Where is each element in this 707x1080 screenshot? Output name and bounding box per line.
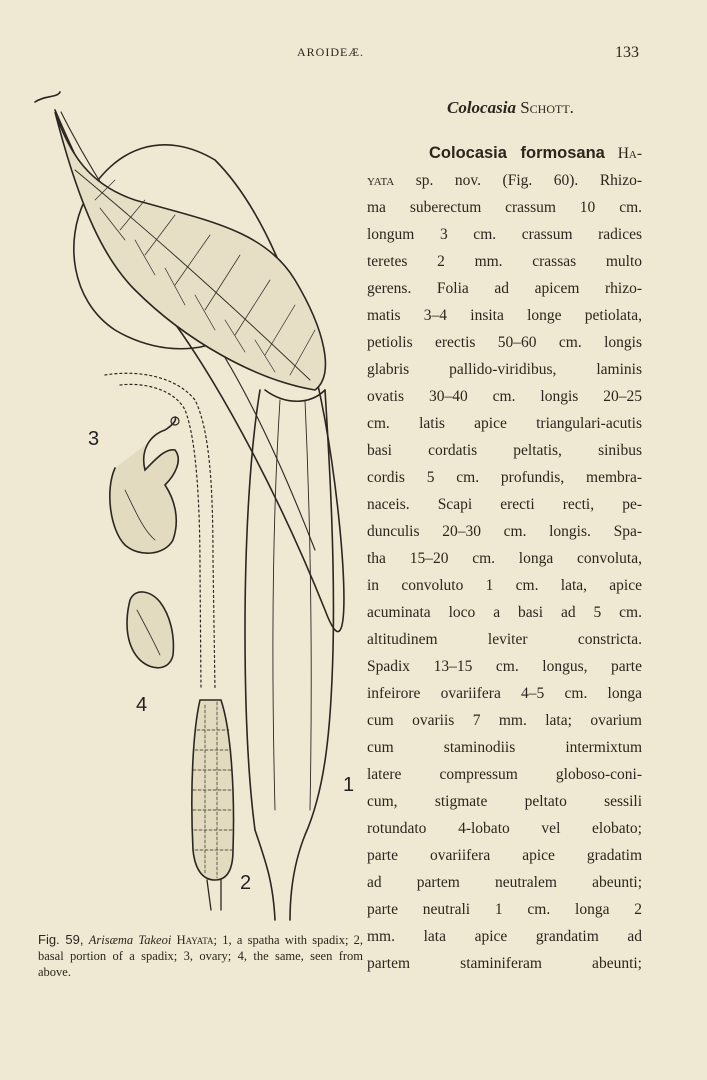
running-head: AROIDEÆ. bbox=[297, 45, 364, 59]
text-line: cm. latis apice triangulari-acutis bbox=[367, 415, 642, 432]
text-line: tha 15–20 cm. longa convoluta, bbox=[367, 550, 642, 567]
caption-species: Arisæma Takeoi bbox=[88, 933, 172, 947]
description-body bbox=[367, 194, 642, 977]
species-author-part1: Ha- bbox=[617, 145, 642, 162]
text-line: mm. lata apice grandatim ad bbox=[367, 928, 642, 945]
text-line: ovatis 30–40 cm. longis 20–25 bbox=[367, 388, 642, 405]
figure-label-4: 4 bbox=[136, 694, 148, 716]
description-column bbox=[367, 140, 642, 977]
caption-lead: Fig. 59, bbox=[38, 932, 84, 947]
text-line: altitudinem leviter constricta. bbox=[367, 631, 642, 648]
species-author-part2: yata bbox=[367, 172, 395, 189]
text-line: rotundato 4-lobato vel elobato; bbox=[367, 820, 642, 837]
text-line: parte ovariifera apice gradatim bbox=[367, 847, 642, 864]
text-line: dunculis 20–30 cm. longis. Spa- bbox=[367, 523, 642, 540]
caption-author: Hayata bbox=[176, 933, 214, 947]
caption-text: ; 1, a spatha with spadix; 2, basal portion of a spadix; 3, ovary; 4, the same, seen from above. bbox=[38, 933, 364, 979]
page-number: 133 bbox=[615, 44, 639, 61]
text-line: Spadix 13–15 cm. longus, parte bbox=[367, 658, 642, 675]
text-line: latere compressum globoso-coni- bbox=[367, 766, 642, 783]
species-name: Colocasia formosana bbox=[429, 144, 605, 162]
ovary-top-view bbox=[127, 592, 173, 668]
text-line bbox=[367, 167, 642, 194]
text-line: ma suberectum crassum 10 cm. bbox=[367, 199, 642, 216]
text-line-rest: sp. nov. (Fig. 60). Rhizo- bbox=[415, 172, 642, 189]
text-line: cordis 5 cm. profundis, membra- bbox=[367, 469, 642, 486]
text-line: in convoluto 1 cm. lata, apice bbox=[367, 577, 642, 594]
genus-author: Schott. bbox=[520, 98, 574, 117]
text-line: longum 3 cm. crassum radices bbox=[367, 226, 642, 243]
text-line: glabris pallido-viridibus, laminis bbox=[367, 361, 642, 378]
arisaema-drawing bbox=[25, 90, 375, 930]
text-line: petiolis erectis 50–60 cm. longis bbox=[367, 334, 642, 351]
figure-label-3: 3 bbox=[88, 428, 100, 450]
text-line: basi cordatis peltatis, sinibus bbox=[367, 442, 642, 459]
spadix-basal-portion bbox=[192, 700, 234, 910]
text-line: matis 3–4 insita longe petiolata, bbox=[367, 307, 642, 324]
text-line: acuminata loco a basi ad 5 cm. bbox=[367, 604, 642, 621]
text-line: ad partem neutralem abeunti; bbox=[367, 874, 642, 891]
text-line: cum, stigmate peltato sessili bbox=[367, 793, 642, 810]
figure-label-1: 1 bbox=[343, 774, 355, 796]
text-line: cum ovariis 7 mm. lata; ovarium bbox=[367, 712, 642, 729]
species-heading-line bbox=[367, 140, 642, 167]
figure-caption bbox=[38, 932, 363, 980]
ovary-side-view bbox=[110, 417, 179, 553]
figure-label-2: 2 bbox=[240, 872, 252, 894]
text-line: naceis. Scapi erecti recti, pe- bbox=[367, 496, 642, 513]
text-line: partem staminiferam abeunti; bbox=[367, 955, 642, 972]
text-line: cum staminodiis intermixtum bbox=[367, 739, 642, 756]
text-line: gerens. Folia ad apicem rhizo- bbox=[367, 280, 642, 297]
botanical-illustration bbox=[25, 90, 375, 930]
text-line: teretes 2 mm. crassas multo bbox=[367, 253, 642, 270]
text-line: parte neutrali 1 cm. longa 2 bbox=[367, 901, 642, 918]
genus-heading bbox=[447, 98, 574, 118]
text-line: infeirore ovariifera 4–5 cm. longa bbox=[367, 685, 642, 702]
genus-name: Colocasia bbox=[447, 98, 516, 117]
spathe-tube bbox=[245, 390, 333, 920]
